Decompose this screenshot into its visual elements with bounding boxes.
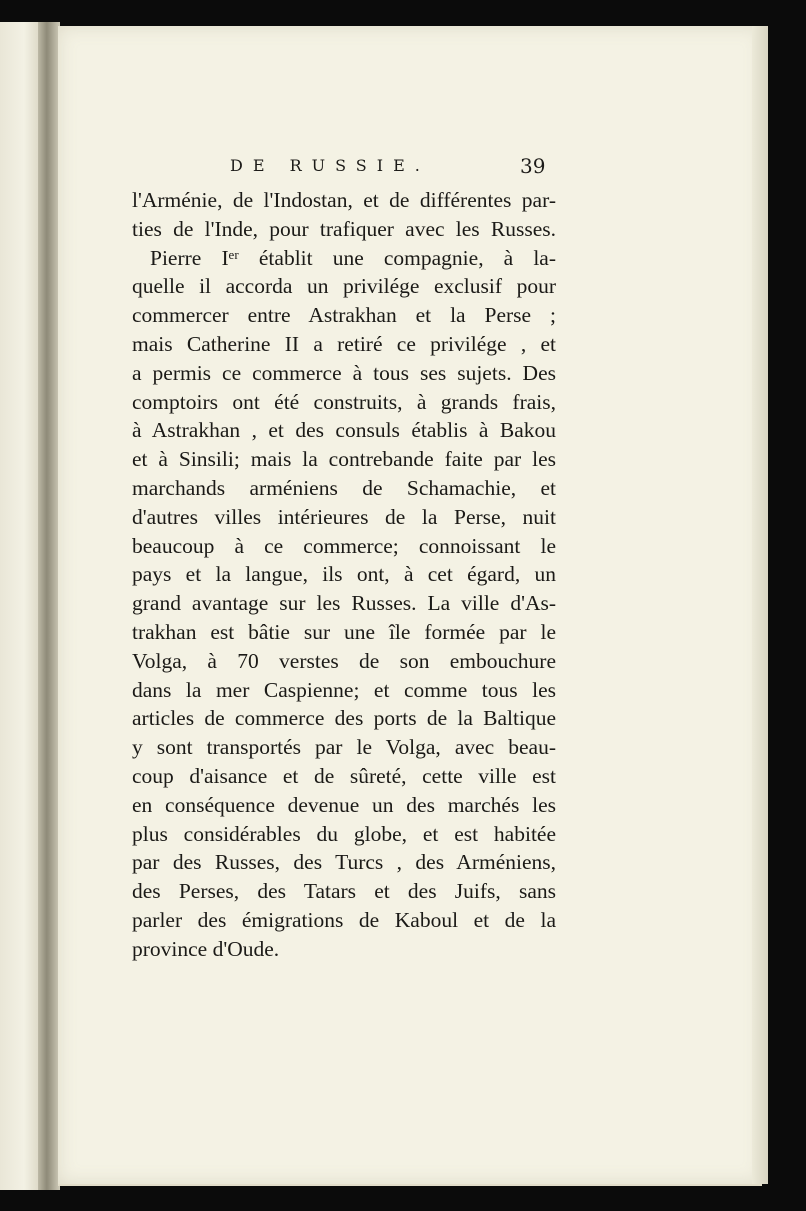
text-line: d'autres villes intérieures de la Perse, nuit xyxy=(132,504,556,529)
text-line: grand avantage sur les Russes. La ville d'As- xyxy=(132,591,556,616)
text-line: coup d'aisance et de sûreté, cette ville est xyxy=(132,763,556,788)
text-line: commercer entre Astrakhan et la Perse ; xyxy=(132,303,556,328)
text-line: ties de l'Inde, pour trafiquer avec les Russes. xyxy=(132,216,556,241)
text-line: plus considérables du globe, et est habitée xyxy=(132,821,556,846)
text-line: par des Russes, des Turcs , des Arméniens, xyxy=(132,850,556,875)
text-line: mais Catherine II a retiré ce privilége , et xyxy=(132,331,556,356)
text-line: quelle il accorda un privilége exclusif pour xyxy=(132,274,556,299)
text-line: à Astrakhan , et des consuls établis à Bakou xyxy=(132,418,556,443)
text-line: marchands arméniens de Schamachie, et xyxy=(132,475,556,500)
text-line: comptoirs ont été construits, à grands frais, xyxy=(132,389,556,414)
text-line: y sont transportés par le Volga, avec beau- xyxy=(132,735,556,760)
book-gutter xyxy=(38,22,60,1190)
text-line: articles de commerce des ports de la Baltique xyxy=(132,706,556,731)
text-line: trakhan est bâtie sur une île formée par le xyxy=(132,619,556,644)
text-line: des Perses, des Tatars et des Juifs, sans xyxy=(132,879,556,904)
text-line: pays et la langue, ils ont, à cet égard, un xyxy=(132,562,556,587)
text-line: et à Sinsili; mais la contrebande faite par les xyxy=(132,447,556,472)
running-title: DE RUSSIE. xyxy=(230,156,430,175)
text-line: Pierre Iᵉʳ établit une compagnie, à la- xyxy=(150,245,556,270)
running-head xyxy=(174,150,554,190)
page-fore-edge xyxy=(752,26,768,1184)
text-line: en conséquence devenue un des marchés les xyxy=(132,792,556,817)
text-line: province d'Oude. xyxy=(132,936,280,961)
text-line: Volga, à 70 verstes de son embouchure xyxy=(132,648,556,673)
facing-page-edge xyxy=(0,22,40,1190)
body-text xyxy=(132,186,556,964)
page-number: 39 xyxy=(520,154,546,178)
text-line: a permis ce commerce à tous ses sujets. Des xyxy=(132,360,556,385)
text-line: beaucoup à ce commerce; connoissant le xyxy=(132,533,556,558)
text-line: l'Arménie, de l'Indostan, et de différentes par- xyxy=(132,188,556,212)
text-line: dans la mer Caspienne; et comme tous les xyxy=(132,677,556,702)
text-line: parler des émigrations de Kaboul et de la xyxy=(132,907,556,932)
